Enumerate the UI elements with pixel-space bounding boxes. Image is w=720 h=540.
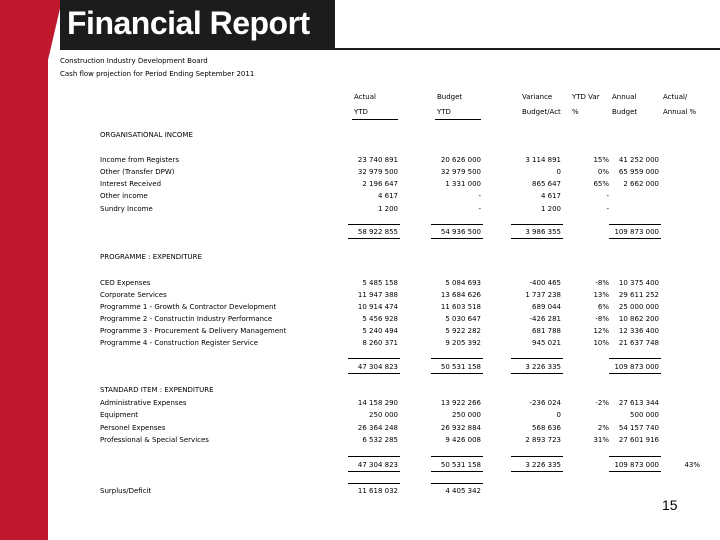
column-header-annual-sub: Budget xyxy=(612,108,638,116)
cell-budget: 5 030 647 xyxy=(445,315,481,323)
total-rule-actual xyxy=(348,456,400,457)
cell-variance: -400 465 xyxy=(529,279,561,287)
cell-actual: 10 914 474 xyxy=(357,303,398,311)
section-heading: ORGANISATIONAL INCOME xyxy=(100,131,193,139)
column-header-actual-pct: Actual/ xyxy=(663,93,688,101)
cell-budget: 26 932 884 xyxy=(440,424,481,432)
total-actual-pct: 43% xyxy=(684,461,700,469)
total-annual: 109 873 000 xyxy=(614,228,659,236)
cell-annual: 27 613 344 xyxy=(618,399,659,407)
total-budget: 50 531 158 xyxy=(440,363,481,371)
cell-pct: 13% xyxy=(593,291,609,299)
cell-annual: 2 662 000 xyxy=(623,180,659,188)
row-label: Personel Expenses xyxy=(100,424,166,432)
cell-budget: 13 922 266 xyxy=(440,399,481,407)
total-underline-actual xyxy=(348,471,400,472)
cell-variance: 0 xyxy=(556,168,561,176)
total-rule-actual xyxy=(348,224,400,225)
cell-variance: 865 647 xyxy=(532,180,561,188)
cell-actual: 32 979 500 xyxy=(357,168,398,176)
column-header-variance: Variance xyxy=(522,93,553,101)
total-underline-variance xyxy=(511,238,563,239)
column-header-actual-sub: YTD xyxy=(354,108,368,116)
row-label: Professional & Special Services xyxy=(100,436,209,444)
total-annual: 109 873 000 xyxy=(614,363,659,371)
row-label: Corporate Services xyxy=(100,291,167,299)
cell-pct: -8% xyxy=(595,279,609,287)
cell-actual: 23 740 891 xyxy=(357,156,398,164)
cell-annual: 500 000 xyxy=(630,411,659,419)
page-title: Financial Report xyxy=(67,5,310,41)
column-header-budget-sub: YTD xyxy=(437,108,451,116)
cell-variance: 1 737 238 xyxy=(525,291,561,299)
cell-actual: 2 196 647 xyxy=(362,180,398,188)
total-underline-annual xyxy=(609,471,661,472)
cell-variance: 689 044 xyxy=(532,303,561,311)
cell-variance: -236 024 xyxy=(529,399,561,407)
cell-annual: 10 375 400 xyxy=(618,279,659,287)
summary-rule-budget xyxy=(431,483,483,484)
cell-variance: 2 893 723 xyxy=(525,436,561,444)
cell-variance: 3 114 891 xyxy=(525,156,561,164)
cell-pct: -2% xyxy=(595,399,609,407)
cell-variance: 681 788 xyxy=(532,327,561,335)
column-header-variance-sub: Budget/Act xyxy=(522,108,561,116)
cell-annual: 25 000 000 xyxy=(618,303,659,311)
cell-actual: 8 260 371 xyxy=(362,339,398,347)
total-underline-annual xyxy=(609,373,661,374)
section-heading: STANDARD ITEM : EXPENDITURE xyxy=(100,386,214,394)
cell-annual: 65 959 000 xyxy=(618,168,659,176)
column-header-budget-rule xyxy=(435,119,481,120)
total-underline-budget xyxy=(431,238,483,239)
cell-budget: 13 684 626 xyxy=(440,291,481,299)
row-label: Equipment xyxy=(100,411,138,419)
total-annual: 109 873 000 xyxy=(614,461,659,469)
column-header-actual-rule xyxy=(352,119,398,120)
total-underline-actual xyxy=(348,373,400,374)
cell-budget: 9 426 008 xyxy=(445,436,481,444)
total-rule-budget xyxy=(431,456,483,457)
total-actual: 58 922 855 xyxy=(357,228,398,236)
row-label: Programme 3 - Procurement & Delivery Management xyxy=(100,327,287,335)
cell-budget: 5 922 282 xyxy=(445,327,481,335)
cell-budget: 32 979 500 xyxy=(440,168,481,176)
cell-pct: 10% xyxy=(593,339,609,347)
row-label: CEO Expenses xyxy=(100,279,151,287)
cell-variance: 568 636 xyxy=(532,424,561,432)
total-underline-annual xyxy=(609,238,661,239)
cell-variance: 4 617 xyxy=(540,192,561,200)
cell-pct: 65% xyxy=(593,180,609,188)
section-heading: PROGRAMME : EXPENDITURE xyxy=(100,253,202,261)
cell-actual: 5 485 158 xyxy=(362,279,398,287)
cell-actual: 1 200 xyxy=(377,205,398,213)
cell-pct: 6% xyxy=(597,303,609,311)
cell-budget: - xyxy=(478,192,481,200)
cell-pct: 2% xyxy=(597,424,609,432)
cell-annual: 41 252 000 xyxy=(618,156,659,164)
cell-actual: 6 532 285 xyxy=(362,436,398,444)
total-variance: 3 226 335 xyxy=(525,363,561,371)
summary-rule-actual xyxy=(348,483,400,484)
cell-annual: 21 637 748 xyxy=(618,339,659,347)
cell-budget: - xyxy=(478,205,481,213)
cell-annual: 29 611 252 xyxy=(618,291,659,299)
row-label: Sundry Income xyxy=(100,205,153,213)
cell-pct: 31% xyxy=(593,436,609,444)
cell-annual: 10 862 200 xyxy=(618,315,659,323)
total-rule-annual xyxy=(609,224,661,225)
cell-actual: 4 617 xyxy=(377,192,398,200)
total-actual: 47 304 823 xyxy=(357,363,398,371)
total-budget: 50 531 158 xyxy=(440,461,481,469)
cell-budget: 5 084 693 xyxy=(445,279,481,287)
cell-variance: -426 281 xyxy=(529,315,561,323)
row-label: Administrative Expenses xyxy=(100,399,187,407)
cell-pct: 15% xyxy=(593,156,609,164)
cell-budget: 1 331 000 xyxy=(445,180,481,188)
total-underline-variance xyxy=(511,471,563,472)
organisation-name: Construction Industry Development Board xyxy=(60,57,208,65)
cell-actual: 11 947 388 xyxy=(357,291,398,299)
cell-annual: 12 336 400 xyxy=(618,327,659,335)
total-rule-annual xyxy=(609,456,661,457)
column-header-ytd-var-sub: % xyxy=(572,108,579,116)
total-budget: 54 936 500 xyxy=(440,228,481,236)
cell-variance: 0 xyxy=(556,411,561,419)
total-rule-variance xyxy=(511,224,563,225)
column-header-actual-pct-sub: Annual % xyxy=(663,108,697,116)
cell-variance: 945 021 xyxy=(532,339,561,347)
row-label: Other income xyxy=(100,192,148,200)
row-label: Programme 1 - Growth & Contractor Development xyxy=(100,303,277,311)
cell-budget: 9 205 392 xyxy=(445,339,481,347)
total-rule-annual xyxy=(609,358,661,359)
row-label: Programme 2 - Constructin Industry Performance xyxy=(100,315,273,323)
cell-pct: 0% xyxy=(597,168,609,176)
summary-actual: 11 618 032 xyxy=(357,487,398,495)
total-rule-variance xyxy=(511,456,563,457)
total-underline-variance xyxy=(511,373,563,374)
cell-budget: 11 603 518 xyxy=(440,303,481,311)
column-header-annual: Annual xyxy=(612,93,637,101)
cell-actual: 26 364 248 xyxy=(357,424,398,432)
cell-variance: 1 200 xyxy=(540,205,561,213)
report-subtitle: Cash flow projection for Period Ending September 2011 xyxy=(60,70,255,78)
total-variance: 3 986 355 xyxy=(525,228,561,236)
row-label: Interest Received xyxy=(100,180,162,188)
total-variance: 3 226 335 xyxy=(525,461,561,469)
cell-pct: -8% xyxy=(595,315,609,323)
total-underline-actual xyxy=(348,238,400,239)
cell-actual: 5 240 494 xyxy=(362,327,398,335)
column-header-ytd-var: YTD Var xyxy=(572,93,600,101)
column-header-budget: Budget xyxy=(437,93,463,101)
row-label: Programme 4 - Construction Register Service xyxy=(100,339,259,347)
total-rule-actual xyxy=(348,358,400,359)
cell-actual: 14 158 290 xyxy=(357,399,398,407)
cell-budget: 20 626 000 xyxy=(440,156,481,164)
cell-pct: - xyxy=(606,192,609,200)
red-sidebar-bar xyxy=(0,0,48,540)
cell-budget: 250 000 xyxy=(452,411,481,419)
cell-pct: - xyxy=(606,205,609,213)
cell-actual: 250 000 xyxy=(369,411,398,419)
total-underline-budget xyxy=(431,373,483,374)
row-label: Other (Transfer DPW) xyxy=(100,168,175,176)
total-rule-budget xyxy=(431,224,483,225)
cell-annual: 54 157 740 xyxy=(618,424,659,432)
cell-actual: 5 456 928 xyxy=(362,315,398,323)
row-label: Income from Registers xyxy=(100,156,179,164)
column-header-actual: Actual xyxy=(354,93,376,101)
cell-annual: 27 601 916 xyxy=(618,436,659,444)
page-number: 15 xyxy=(662,497,678,513)
total-rule-variance xyxy=(511,358,563,359)
total-actual: 47 304 823 xyxy=(357,461,398,469)
total-rule-budget xyxy=(431,358,483,359)
cell-pct: 12% xyxy=(593,327,609,335)
total-underline-budget xyxy=(431,471,483,472)
summary-label: Surplus/Deficit xyxy=(100,487,152,495)
summary-budget: 4 405 342 xyxy=(445,487,481,495)
